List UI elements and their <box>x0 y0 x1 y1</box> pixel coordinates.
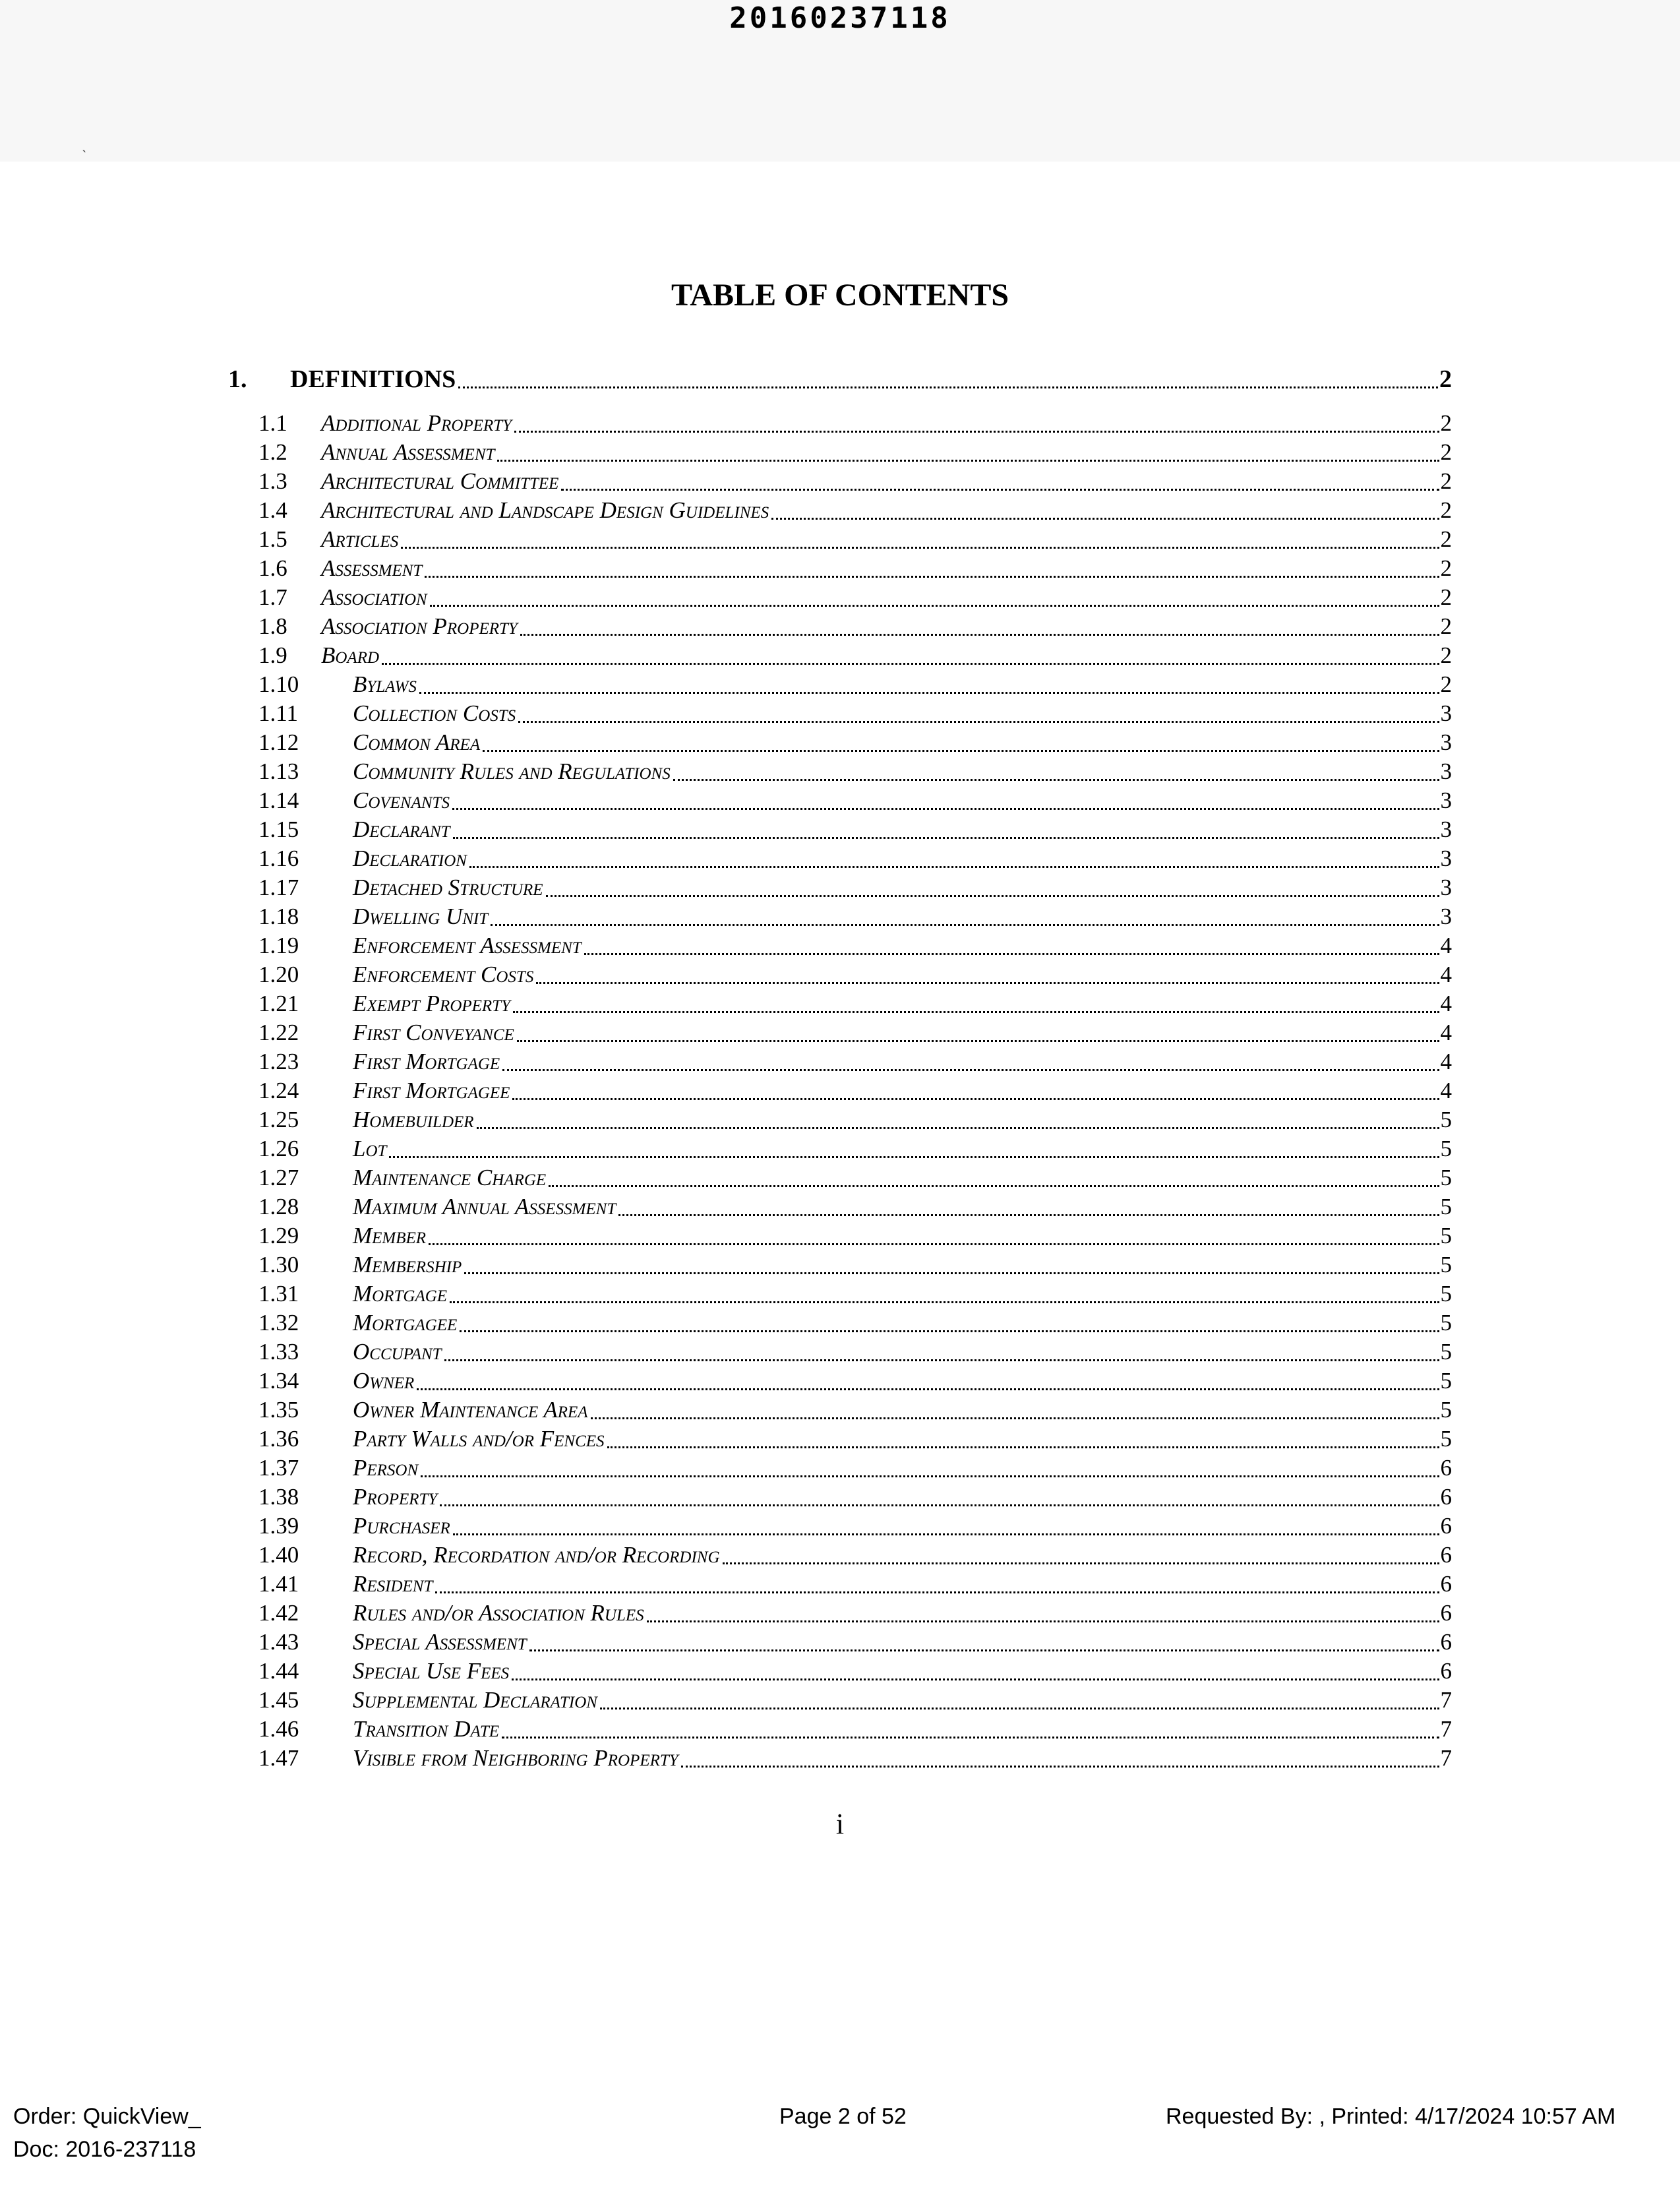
toc-entry[interactable] <box>258 1454 1452 1483</box>
toc-entry[interactable] <box>258 1367 1452 1396</box>
entry-number: 1.28 <box>258 1194 299 1219</box>
dot-leader <box>435 1591 1439 1593</box>
toc-entry[interactable] <box>258 1628 1452 1657</box>
entry-title: Architectural and Landscape Design Guidelines <box>321 497 769 523</box>
dot-leader <box>591 1417 1439 1419</box>
dot-leader <box>549 1185 1439 1187</box>
toc-section-heading[interactable] <box>228 361 1452 397</box>
entry-number: 1.42 <box>258 1600 299 1626</box>
entry-number: 1.1 <box>258 410 287 436</box>
entry-page: 4 <box>1440 933 1452 958</box>
dot-leader <box>452 808 1439 810</box>
entry-title: Purchaser <box>353 1513 450 1539</box>
entry-title: Articles <box>321 526 399 552</box>
dot-leader <box>771 518 1439 520</box>
entry-number: 1.32 <box>258 1310 299 1336</box>
entry-title: Mortgagee <box>353 1310 458 1336</box>
entry-page: 2 <box>1440 671 1452 697</box>
entry-title: Exempt Property <box>353 991 510 1016</box>
toc-entry[interactable] <box>258 1105 1452 1134</box>
dot-leader <box>497 460 1439 462</box>
dot-leader <box>723 1562 1439 1564</box>
entry-page: 4 <box>1440 962 1452 987</box>
dot-leader <box>429 1243 1439 1245</box>
entry-page: 5 <box>1440 1194 1452 1219</box>
toc-entry[interactable] <box>258 1134 1452 1163</box>
toc-entry-list <box>258 409 1452 1773</box>
entry-number: 1.29 <box>258 1223 299 1248</box>
entry-number: 1.46 <box>258 1716 299 1742</box>
entry-title: Record, Recordation and/or Recording <box>353 1542 720 1568</box>
entry-title: Maximum Annual Assessment <box>353 1194 616 1219</box>
entry-page: 5 <box>1440 1281 1452 1307</box>
entry-number: 1.15 <box>258 816 299 842</box>
entry-number: 1.31 <box>258 1281 299 1307</box>
dot-leader <box>502 1737 1439 1739</box>
entry-title: Owner Maintenance Area <box>353 1397 588 1423</box>
entry-title: Detached Structure <box>353 875 543 900</box>
dot-leader <box>444 1359 1439 1361</box>
entry-page: 4 <box>1440 1078 1452 1103</box>
entry-number: 1.14 <box>258 787 299 813</box>
entry-page: 4 <box>1440 1049 1452 1074</box>
entry-number: 1.6 <box>258 555 287 581</box>
dot-leader <box>512 1678 1439 1680</box>
dot-leader <box>584 953 1439 955</box>
toc-entry[interactable] <box>258 1076 1452 1105</box>
dot-leader <box>450 1301 1439 1303</box>
dot-leader <box>512 1098 1439 1100</box>
entry-title: Enforcement Costs <box>353 962 534 987</box>
entry-title: Person <box>353 1455 419 1481</box>
entry-number: 1.40 <box>258 1542 299 1568</box>
entry-page: 4 <box>1440 1020 1452 1045</box>
entry-number: 1.44 <box>258 1658 299 1684</box>
entry-number: 1.17 <box>258 875 299 900</box>
entry-title: Membership <box>353 1252 462 1277</box>
entry-title: Board <box>321 642 380 668</box>
entry-title: Property <box>353 1484 438 1510</box>
toc-entry[interactable] <box>258 583 1452 612</box>
entry-page: 2 <box>1440 555 1452 581</box>
entry-page: 3 <box>1440 875 1452 900</box>
dot-leader <box>425 576 1439 578</box>
entry-title: Collection Costs <box>353 700 516 726</box>
dot-leader <box>421 1475 1439 1477</box>
entry-number: 1.25 <box>258 1107 299 1132</box>
toc-entry[interactable] <box>258 670 1452 699</box>
entry-number: 1.47 <box>258 1745 299 1771</box>
dot-leader <box>477 1127 1439 1129</box>
dot-leader <box>483 750 1439 752</box>
dot-leader <box>419 692 1439 694</box>
entry-number: 1.35 <box>258 1397 299 1423</box>
dot-leader <box>607 1446 1439 1448</box>
toc-entry[interactable] <box>258 1657 1452 1686</box>
entry-number: 1.22 <box>258 1020 299 1045</box>
dot-leader <box>647 1620 1439 1622</box>
entry-page: 5 <box>1440 1107 1452 1132</box>
entry-title: Association Property <box>321 613 518 639</box>
entry-title: Rules and/or Association Rules <box>353 1600 644 1626</box>
toc-entry[interactable] <box>258 1279 1452 1308</box>
toc-entry[interactable] <box>258 1570 1452 1599</box>
entry-page: 5 <box>1440 1136 1452 1161</box>
entry-page: 6 <box>1440 1513 1452 1539</box>
entry-number: 1.39 <box>258 1513 299 1539</box>
entry-number: 1.11 <box>258 700 298 726</box>
entry-page: 3 <box>1440 846 1452 871</box>
entry-title: Transition Date <box>353 1716 500 1742</box>
entry-title: Dwelling Unit <box>353 904 489 929</box>
entry-number: 1.9 <box>258 642 287 668</box>
entry-number: 1.4 <box>258 497 287 523</box>
entry-title: Enforcement Assessment <box>353 933 582 958</box>
entry-title: Maintenance Charge <box>353 1165 547 1190</box>
toc-entry[interactable] <box>258 641 1452 670</box>
entry-page: 6 <box>1440 1484 1452 1510</box>
entry-page: 2 <box>1440 468 1452 494</box>
toc-entry[interactable] <box>258 1599 1452 1628</box>
entry-number: 1.34 <box>258 1368 299 1394</box>
dot-leader <box>518 721 1439 723</box>
entry-number: 1.21 <box>258 991 299 1016</box>
dot-leader <box>536 982 1439 984</box>
footer-page: Page 2 of 52 <box>779 2104 907 2129</box>
toc-entry[interactable] <box>258 815 1452 844</box>
entry-title: Special Use Fees <box>353 1658 510 1684</box>
footer-requested: Requested By: , Printed: 4/17/2024 10:57 AM <box>1166 2104 1616 2129</box>
entry-title: Party Walls and/or Fences <box>353 1426 605 1452</box>
toc-entry[interactable] <box>258 902 1452 931</box>
toc-entry[interactable] <box>258 960 1452 989</box>
entry-number: 1.24 <box>258 1078 299 1103</box>
entry-page: 5 <box>1440 1339 1452 1365</box>
entry-page: 5 <box>1440 1310 1452 1336</box>
toc-entry[interactable] <box>258 438 1452 467</box>
dot-leader <box>513 1011 1439 1013</box>
entry-title: Annual Assessment <box>321 439 495 465</box>
toc-entry[interactable] <box>258 496 1452 525</box>
entry-title: Owner <box>353 1368 415 1394</box>
toc-entry[interactable] <box>258 1396 1452 1425</box>
entry-title: Community Rules and Regulations <box>353 758 671 784</box>
toc-entry[interactable] <box>258 1744 1452 1773</box>
entry-page: 3 <box>1440 787 1452 813</box>
entry-title: First Mortgagee <box>353 1078 510 1103</box>
entry-title: Architectural Committee <box>321 468 559 494</box>
dot-leader <box>681 1766 1439 1768</box>
toc-entry[interactable] <box>258 757 1452 786</box>
entry-page: 4 <box>1440 991 1452 1016</box>
dot-leader <box>514 431 1439 433</box>
toc-entry[interactable] <box>258 1338 1452 1367</box>
entry-title: Homebuilder <box>353 1107 474 1132</box>
entry-number: 1.13 <box>258 758 299 784</box>
scan-mark: ˴ <box>82 141 87 158</box>
entry-title: Lot <box>353 1136 387 1161</box>
entry-page: 2 <box>1440 410 1452 436</box>
entry-title: First Mortgage <box>353 1049 500 1074</box>
entry-number: 1.45 <box>258 1687 299 1713</box>
dot-leader <box>460 1330 1439 1332</box>
dot-leader <box>502 1069 1439 1071</box>
entry-page: 5 <box>1440 1165 1452 1190</box>
dot-leader <box>430 605 1439 607</box>
toc-entry[interactable] <box>258 844 1452 873</box>
dot-leader <box>440 1504 1439 1506</box>
toc-entry[interactable] <box>258 1018 1452 1047</box>
entry-page: 2 <box>1440 613 1452 639</box>
toc-entry[interactable] <box>258 1221 1452 1250</box>
dot-leader <box>673 779 1439 781</box>
toc-entry[interactable] <box>258 728 1452 757</box>
entry-page: 5 <box>1440 1368 1452 1394</box>
entry-page: 3 <box>1440 904 1452 929</box>
entry-title: Bylaws <box>353 671 417 697</box>
toc-entry[interactable] <box>258 1308 1452 1338</box>
entry-number: 1.37 <box>258 1455 299 1481</box>
entry-page: 2 <box>1440 642 1452 668</box>
entry-page: 2 <box>1440 439 1452 465</box>
toc-entry[interactable] <box>258 1541 1452 1570</box>
entry-page: 3 <box>1440 758 1452 784</box>
toc-entry[interactable] <box>258 1163 1452 1192</box>
entry-page: 6 <box>1440 1542 1452 1568</box>
entry-number: 1.7 <box>258 584 287 610</box>
entry-number: 1.30 <box>258 1252 299 1277</box>
entry-number: 1.27 <box>258 1165 299 1190</box>
entry-page: 6 <box>1440 1629 1452 1655</box>
dot-leader <box>517 1040 1439 1042</box>
entry-page: 7 <box>1440 1745 1452 1771</box>
toc-entry[interactable] <box>258 1047 1452 1076</box>
toc-entry[interactable] <box>258 409 1452 438</box>
entry-number: 1.20 <box>258 962 299 987</box>
entry-title: Assessment <box>321 555 423 581</box>
entry-page: 3 <box>1440 700 1452 726</box>
toc-entry[interactable] <box>258 612 1452 641</box>
entry-number: 1.5 <box>258 526 287 552</box>
entry-number: 1.26 <box>258 1136 299 1161</box>
toc-entry[interactable] <box>258 786 1452 815</box>
entry-page: 5 <box>1440 1252 1452 1277</box>
entry-page: 7 <box>1440 1687 1452 1713</box>
entry-number: 1.41 <box>258 1571 299 1597</box>
entry-title: Visible from Neighboring Property <box>353 1745 678 1771</box>
toc-entry[interactable] <box>258 554 1452 583</box>
entry-number: 1.38 <box>258 1484 299 1510</box>
entry-number: 1.23 <box>258 1049 299 1074</box>
dot-leader <box>491 924 1439 926</box>
dot-leader <box>453 1533 1439 1535</box>
dot-leader <box>458 386 1438 388</box>
entry-title: Supplemental Declaration <box>353 1687 597 1713</box>
toc-title: TABLE OF CONTENTS <box>671 278 1009 313</box>
entry-number: 1.8 <box>258 613 287 639</box>
toc-entry[interactable] <box>258 1483 1452 1512</box>
toc-entry[interactable] <box>258 1425 1452 1454</box>
toc-entry[interactable] <box>258 1192 1452 1221</box>
footer-doc: Doc: 2016-237118 <box>13 2137 196 2162</box>
entry-number: 1.2 <box>258 439 287 465</box>
toc-entry[interactable] <box>258 1715 1452 1744</box>
toc-entry[interactable] <box>258 1250 1452 1279</box>
entry-title: Resident <box>353 1571 433 1597</box>
dot-leader <box>469 866 1439 868</box>
dot-leader <box>453 837 1439 839</box>
toc-entry[interactable] <box>258 989 1452 1018</box>
toc-entry[interactable] <box>258 931 1452 960</box>
toc-entry[interactable] <box>258 525 1452 554</box>
entry-title: Common Area <box>353 729 481 755</box>
toc-entry[interactable] <box>258 699 1452 728</box>
section-number: 1. <box>228 365 247 393</box>
dot-leader <box>382 663 1439 665</box>
entry-title: Special Assessment <box>353 1629 527 1655</box>
entry-title: Declarant <box>353 816 450 842</box>
dot-leader <box>464 1272 1439 1274</box>
dot-leader <box>417 1388 1439 1390</box>
entry-title: First Conveyance <box>353 1020 514 1045</box>
dot-leader <box>529 1649 1439 1651</box>
footer-order: Order: QuickView_ <box>13 2104 201 2129</box>
toc-entry[interactable] <box>258 1512 1452 1541</box>
dot-leader <box>520 634 1439 636</box>
entry-page: 3 <box>1440 729 1452 755</box>
entry-page: 5 <box>1440 1223 1452 1248</box>
dot-leader <box>618 1214 1439 1216</box>
entry-number: 1.16 <box>258 846 299 871</box>
entry-page: 2 <box>1440 584 1452 610</box>
entry-title: Member <box>353 1223 427 1248</box>
entry-title: Covenants <box>353 787 450 813</box>
entry-number: 1.43 <box>258 1629 299 1655</box>
entry-number: 1.18 <box>258 904 299 929</box>
dot-leader <box>600 1708 1439 1709</box>
entry-title: Association <box>321 584 427 610</box>
toc-entry[interactable] <box>258 1686 1452 1715</box>
entry-number: 1.33 <box>258 1339 299 1365</box>
entry-page: 5 <box>1440 1426 1452 1452</box>
toc-entry[interactable] <box>258 873 1452 902</box>
entry-page: 3 <box>1440 816 1452 842</box>
page-numeral: i <box>835 1808 845 1840</box>
dot-leader <box>561 489 1439 491</box>
section-page: 2 <box>1439 365 1452 393</box>
dot-leader <box>401 547 1439 549</box>
entry-number: 1.10 <box>258 671 299 697</box>
entry-page: 6 <box>1440 1658 1452 1684</box>
entry-page: 6 <box>1440 1455 1452 1481</box>
entry-page: 5 <box>1440 1397 1452 1423</box>
entry-title: Additional Property <box>321 410 512 436</box>
dot-leader <box>546 895 1439 897</box>
entry-number: 1.36 <box>258 1426 299 1452</box>
entry-title: Mortgage <box>353 1281 448 1307</box>
toc-entry[interactable] <box>258 467 1452 496</box>
section-title: DEFINITIONS <box>290 365 456 393</box>
entry-number: 1.3 <box>258 468 287 494</box>
dot-leader <box>389 1156 1439 1158</box>
entry-page: 6 <box>1440 1600 1452 1626</box>
document-number: 20160237118 <box>729 1 951 35</box>
entry-page: 7 <box>1440 1716 1452 1742</box>
entry-title: Declaration <box>353 846 467 871</box>
entry-number: 1.12 <box>258 729 299 755</box>
entry-page: 6 <box>1440 1571 1452 1597</box>
entry-title: Occupant <box>353 1339 442 1365</box>
entry-page: 2 <box>1440 526 1452 552</box>
entry-number: 1.19 <box>258 933 299 958</box>
entry-page: 2 <box>1440 497 1452 523</box>
